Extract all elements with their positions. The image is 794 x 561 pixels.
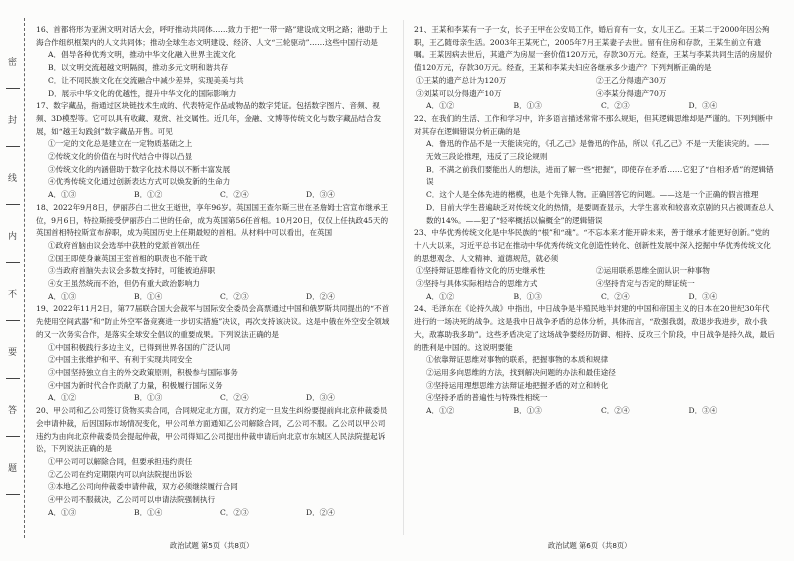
answer-choices bbox=[36, 392, 392, 405]
statement: ④甲公司不服裁决，乙公司可以申请法院强制执行 bbox=[48, 495, 216, 505]
option: D．目前大学生普遍缺乏对传统文化的热情，是要调查显示，大学生喜欢和较喜欢京剧的只占被调查总人数的14%。——犯了“轻率概括以偏概全”的逻辑错误 bbox=[426, 202, 774, 225]
statement: ①政府首脑由议会选举中获胜的党派首领出任 bbox=[48, 240, 200, 250]
statement: ②运用多向思维的方法，找到解决问题的办法和最佳途径 bbox=[426, 367, 616, 377]
answer-choice: C．②③ bbox=[220, 291, 249, 301]
statement: ①一定的文化总是建立在一定物质基础之上 bbox=[48, 139, 193, 149]
question bbox=[36, 100, 392, 202]
answer-choice: C．②④ bbox=[601, 291, 630, 301]
binding-char: 不 bbox=[8, 290, 18, 300]
answer-choice: B．①③ bbox=[513, 406, 542, 416]
answer-choice: C．②④ bbox=[220, 393, 249, 403]
binding-char: 封 bbox=[8, 116, 18, 126]
binding-margin bbox=[4, 18, 25, 538]
answer-choice: B．①③ bbox=[134, 393, 163, 403]
binding-line bbox=[6, 88, 20, 89]
answer-choice: C．②④ bbox=[220, 190, 249, 200]
binding-char: 要 bbox=[8, 348, 18, 358]
binding-char: 答 bbox=[8, 406, 18, 416]
answer-choice: C．②③ bbox=[220, 507, 249, 517]
page-6-column bbox=[414, 24, 776, 418]
answer-choice: B．①③ bbox=[513, 101, 542, 111]
statement-row bbox=[414, 278, 776, 291]
statement: ②传统文化的价值在与时代结合中得以凸显 bbox=[48, 152, 193, 162]
page-footer-right: 政治试题 第6页（共8页） bbox=[548, 541, 632, 550]
option: A．倡导各种优秀文明，推动中华文化融入世界主流文化 bbox=[48, 50, 236, 60]
statement-row bbox=[414, 88, 776, 101]
answer-choice: A．①③ bbox=[48, 291, 77, 301]
answer-choice: A．①② bbox=[48, 393, 77, 403]
binding-char: 密 bbox=[8, 58, 18, 68]
answer-choice: D．②④ bbox=[306, 291, 335, 301]
statement: ①依靠辩证思维对事物的联系，把握事物的本质和规律 bbox=[426, 355, 609, 365]
option: D．展示中华文化的优越性，提升中华文化的国际影响力 bbox=[48, 88, 237, 98]
answer-choice: D．③④ bbox=[688, 291, 718, 301]
question-stem: 23、中华优秀传统文化是中华民族的“根”和“魂”。“不忘本来才能开辟未来，善于继承才能更好创新。”党的十八大以来，习近平总书记在推动中华优秀传统文化创造性转化、创新性发展中深入挖掘中华优秀传统文化的思想观念、人文精神、道德规范，就必须 bbox=[414, 228, 771, 263]
statement: ③传统文化的内涵借助于数字化技术得以不断丰富发展 bbox=[48, 164, 231, 174]
answer-choice: A．①③ bbox=[48, 190, 77, 200]
question-stem: 24、毛泽东在《论持久战》中指出，中日战争是半殖民地半封建的中国和帝国主义的日本在20世纪30年代进行的一场决死的战争。这是我中日战争矛盾的总体分析，具体而言，“敌强我弱，敌退步我进步，敌小我大，敌寡助我多助”。这些矛盾决定了这场战争要经历防御、相持、反攻三个阶段，中日战争是持久战，最后的胜利是中国的。这说明要能 bbox=[414, 304, 775, 352]
answer-choice: A．①③ bbox=[48, 507, 77, 517]
statement: ②国王即使身兼英国王室首相的职责也不能干政 bbox=[48, 253, 208, 263]
question bbox=[414, 24, 776, 113]
binding-line bbox=[6, 436, 20, 437]
statement: ③坚持运用理想思维方法辩证地把握矛盾的对立和转化 bbox=[426, 380, 609, 390]
answer-choice: A．①② bbox=[426, 406, 455, 416]
binding-line bbox=[6, 378, 20, 379]
question-stem: 19、2022年11月2日，第77届联合国大会裁军与国际安全委员会高票通过中国和俄罗斯共同提出的“不首先使用空间武器”和“防止外空军备竞赛进一步切实措施”决议，再次支持该决议。这是中俄在外空安全领域的又一次务实合作，是落实全球安全倡议的重要成果。下列说法正确的是 bbox=[36, 304, 390, 339]
statement: ④优秀传统文化通过创新表达方式可以焕发新的生命力 bbox=[48, 177, 231, 187]
question bbox=[36, 303, 392, 405]
answer-choice: C．②④ bbox=[601, 406, 630, 416]
page-5-column bbox=[36, 24, 392, 519]
answer-choice: A．①② bbox=[426, 101, 455, 111]
statement: ④中国为新时代合作贡献了力量，积极履行国际义务 bbox=[48, 380, 223, 390]
question bbox=[414, 113, 776, 227]
binding-line bbox=[6, 262, 20, 263]
statement: ④坚持矛盾的普遍性与特殊性相统一 bbox=[426, 393, 548, 403]
question bbox=[414, 227, 776, 303]
option: C．这个人是全体先进的楷模，也是个先锋人物。正确回答它的问题。——这是一个正确的假言推理 bbox=[426, 190, 759, 200]
answer-choices bbox=[414, 100, 776, 113]
statement: ①坚持辩证思维看待文化的历史继承性 bbox=[416, 266, 546, 276]
binding-line bbox=[6, 146, 20, 147]
binding-line bbox=[6, 320, 20, 321]
statement: ③坚持与具体实际相结合的思维方式 bbox=[416, 279, 538, 289]
answer-choices bbox=[36, 189, 392, 202]
question-stem: 20、甲公司和乙公司签订货物买卖合同，合同规定北方面，双方约定一旦发生纠纷要提前向北京仲裁委员会申请仲裁，后因国际市场情况变化，甲公司单方面通知乙公司解除合同，乙公司不服。乙公司以甲公司违约为由向北京仲裁委员会提起仲裁，甲公司得知乙公司提出仲裁申请后向北京市东城区人民法院提起诉讼，下列说法正确的是 bbox=[36, 406, 388, 454]
statement: ④坚持肯定与否定的辩证统一 bbox=[596, 279, 695, 289]
question-stem: 21、王某和李某有一子一女，长子王甲在公安局工作，婚后育有一女，女儿王乙。王某二于2000年因公殉职，王乙随母亲生活。2003年王某死亡，2005年7月王某妻子去世。留有住房和存款，王某生前立有遗嘱。王某因病去世后，其遗产为房屋一套价值120万元，存款30万元。经查，王某与李某共同生活的房屋价值120万元，存款30万元。经查，王某和李某夫妇应各继承多少遗产？下列判断正确的是 bbox=[414, 25, 773, 73]
binding-line bbox=[6, 494, 20, 495]
answer-choice: B．①② bbox=[134, 190, 163, 200]
option: B．以文明交流超越文明隔阂，推动多元文明和谐共存 bbox=[48, 63, 229, 73]
answer-choices bbox=[414, 405, 776, 418]
answer-choice: D．③④ bbox=[688, 406, 718, 416]
statement-row bbox=[414, 265, 776, 278]
binding-char: 题 bbox=[8, 464, 18, 474]
statement: ②王乙分得遗产30万 bbox=[596, 75, 667, 85]
answer-choice: B．①④ bbox=[134, 291, 163, 301]
question-stem: 17、数字藏品，指通过区块链技术生成的、代表特定作品或物品的数字凭证。包括数字图片、音频、视频、3D模型等。它可以具有收藏、观赏、社交属性。近几年，金融、文博等传统文化与数字藏品结合发展，如“越王勾践剑”数字藏品开售。可见 bbox=[36, 101, 382, 136]
statement: ③刘某可以分得遗产10万 bbox=[416, 88, 502, 98]
question bbox=[414, 303, 776, 417]
statement-row bbox=[414, 75, 776, 88]
page-divider bbox=[403, 20, 404, 535]
statement: ①中国积极践行多边主义，已得到世界各国的广泛认同 bbox=[48, 342, 231, 352]
answer-choice: B．①③ bbox=[513, 291, 542, 301]
statement: ④女王虽然统而不治，但仍有重大政治影响力 bbox=[48, 279, 200, 289]
statement: ③中国坚持独立自主的外交政策原则，积极参与国际事务 bbox=[48, 367, 238, 377]
question bbox=[36, 24, 392, 100]
question-stem: 18、2022年9月8日，伊丽莎白二世女王逝世，享年96岁。英国国王查尔斯三世在圣詹姆士宫宣布继承王位，9月6日，特拉斯接受伊丽莎白二世的任命，成为英国第56任首相。10月20日，仅仅上任执政45天的英国首相特拉斯宣布辞职，成为英国历史上任期最短的首相。从材料中可以看出，在英国 bbox=[36, 202, 389, 238]
statement: ②中国主张维护和平、有利于实现共同安全 bbox=[48, 355, 193, 365]
question-stem: 22、在我们的生活、工作和学习中，许多语言描述常常不那么规矩，但其逻辑思维却是严谨的。下列判断中对其存在逻辑错误分析正确的是 bbox=[414, 113, 773, 136]
option: A．鲁迅的作品不是一天能读完的，《孔乙己》是鲁迅的作品，所以《孔乙己》不是一天能读完的。——无效三段论推理，违反了三段论规则 bbox=[426, 139, 770, 162]
statement: ③当政府首脑失去议会多数支持时，可能被迫辞职 bbox=[48, 266, 216, 276]
statement: ④李某分得遗产70万 bbox=[596, 88, 667, 98]
answer-choice: A．①② bbox=[426, 291, 455, 301]
page-footer-left: 政治试题 第5页（共8页） bbox=[170, 541, 254, 550]
statement: ①甲公司可以解除合同，但要承担违约责任 bbox=[48, 456, 193, 466]
question bbox=[36, 405, 392, 519]
question bbox=[36, 202, 392, 304]
answer-choice: D．③④ bbox=[688, 101, 718, 111]
answer-choice: D．③④ bbox=[306, 190, 335, 200]
binding-char: 线 bbox=[8, 174, 18, 184]
answer-choice: B．①④ bbox=[134, 507, 163, 517]
statement: ②乙公司在约定期限内可以向法院提出诉讼 bbox=[48, 469, 193, 479]
binding-line bbox=[6, 204, 20, 205]
answer-choice: D．②④ bbox=[306, 507, 335, 517]
binding-char: 内 bbox=[8, 232, 18, 242]
option: C．让不同民族文化在交流融合中减少差异，实现美美与共 bbox=[48, 75, 244, 85]
statement: ①王某的遗产总计为120万 bbox=[416, 75, 507, 85]
answer-choice: D．③④ bbox=[306, 393, 335, 403]
option: B．不满之前我们要能出人的想法，进而了解一些“把握”，即使存在矛盾……它犯了“自相矛盾”的逻辑错误 bbox=[426, 164, 774, 187]
question-stem: 16、首都将形为亚洲文明对话大会，呼吁推动共同体……致力于把“一带一路”建设成文明之路；港助于上海合作组织框架内的人文共同体；推动全球生态文明建设、经济、人文“三轮驱动”……这些中国行动是 bbox=[36, 25, 388, 47]
answer-choices bbox=[414, 291, 776, 304]
statement: ②运用联系思维全面认识一种事物 bbox=[596, 266, 710, 276]
answer-choices bbox=[36, 507, 392, 520]
answer-choices bbox=[36, 291, 392, 304]
answer-choice: C．②③ bbox=[601, 101, 630, 111]
statement: ③本地乙公司向仲裁委申请仲裁，双方必须继续履行合同 bbox=[48, 482, 238, 492]
